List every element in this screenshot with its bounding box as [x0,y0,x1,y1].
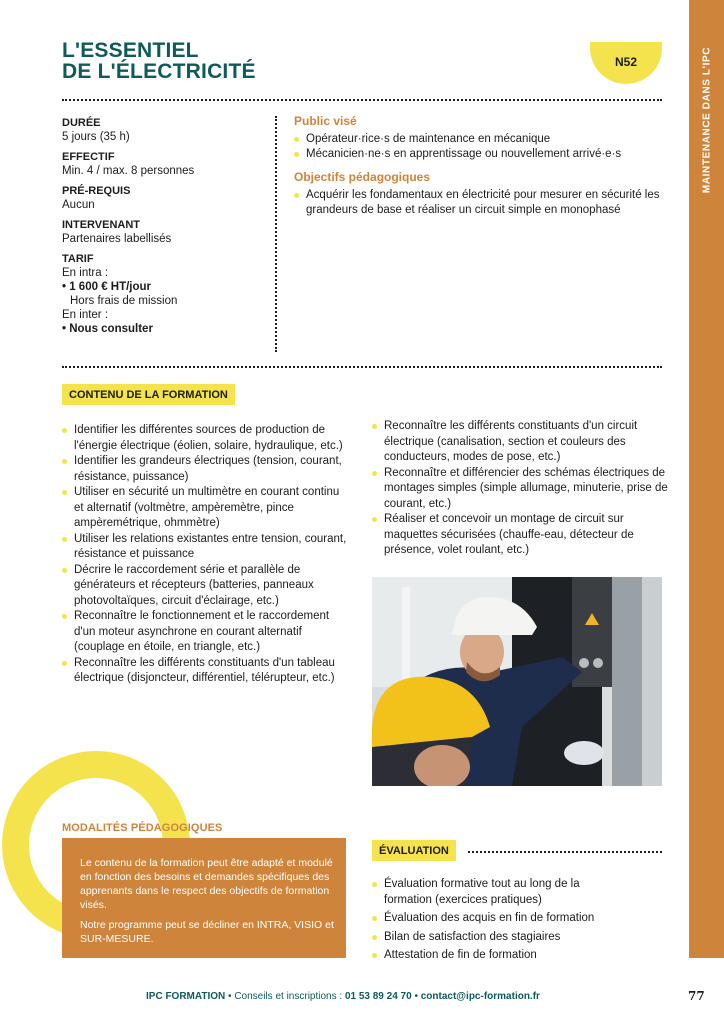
title-line-2: DE L'ÉLECTRICITÉ [62,60,256,83]
list-item: Mécanicien·ne·s en apprentissage ou nouvellement arrivé·e·s [294,147,674,162]
list-item: Acquérir les fondamentaux en électricité pour mesurer en sécurité les grandeurs de base et réaliser un circuit simple en monophasé [294,188,674,218]
tarif-inter-value: • Nous consulter [62,323,153,335]
prerequis-label: PRÉ-REQUIS [62,185,131,197]
duree-value: 5 jours (35 h) [62,131,130,143]
footer-separator: • [225,991,235,1002]
course-code: N52 [614,55,637,69]
technicians-illustration [372,577,662,786]
contenu-title: CONTENU DE LA FORMATION [62,384,235,405]
duree-label: DURÉE [62,117,101,129]
top-divider [62,99,662,101]
footer-brand: IPC FORMATION [146,991,226,1002]
modalites-box [62,838,346,958]
list-item: Reconnaître les différents constituants d'un tableau électrique (disjoncteur, différentiel, télérupteur, etc.) [62,656,352,687]
footer-phone[interactable]: 01 53 89 24 70 [344,991,412,1002]
footer-contact-label: Conseils et inscriptions : [234,991,345,1002]
mid-divider [62,366,662,368]
side-band [689,0,724,958]
contenu-list-right [372,419,672,559]
list-item: Évaluation des acquis en fin de formation [372,911,672,927]
list-item: Identifier les différentes sources de production de l'énergie électrique (éolien, solaire, hydraulique, etc.) [62,423,352,454]
public-title: Public visé [294,114,357,128]
list-item: Attestation de fin de formation [372,948,672,964]
audience-objectives [294,114,674,218]
tarif-intra-note: Hors frais de mission [70,295,178,307]
list-item: Reconnaître le fonctionnement et le raccordement d'un moteur asynchrone en courant alternatif (couplage en étoile, en triangle, etc.) [62,609,352,656]
course-info [62,116,267,336]
course-code-badge [590,42,662,84]
intervenant-value: Partenaires labellisés [62,233,172,245]
list-item: Utiliser les relations existantes entre tension, courant, résistance et puissance [62,532,352,563]
list-item: Bilan de satisfaction des stagiaires [372,930,672,946]
footer-separator-2: • [411,991,421,1002]
evaluation-list [372,877,672,967]
technicians-photo [372,577,662,786]
list-item: Réaliser et concevoir un montage de circuit sur maquettes sécurisées (chauffe-eau, détecteur de présence, volet roulant, etc.) [372,512,672,559]
objectifs-title: Objectifs pédagogiques [294,170,431,184]
evaluation-divider [468,851,662,853]
tarif-intra-label: En intra : [62,267,109,279]
list-item: Reconnaître et différencier des schémas électriques de montages simples (simple allumage, minuterie, prise de courant, etc.) [372,466,672,513]
list-item: Décrire le raccordement série et parallèle de générateurs et récepteurs (batteries, panneaux photovoltaïques, circuit d'éclairage, etc.) [62,563,352,610]
side-band-label-wrap [689,0,724,210]
intervenant-label: INTERVENANT [62,219,141,231]
footer-email[interactable]: contact@ipc-formation.fr [420,991,540,1002]
info-vertical-divider [275,116,277,352]
evaluation-title: ÉVALUATION [372,840,456,861]
list-item: Opérateur·rice·s de maintenance en mécanique [294,132,674,147]
modalites-paragraph-2: Notre programme peut se décliner en INTRA, VISIO et SUR-MESURE. [80,919,334,945]
footer [146,991,540,1002]
effectif-label: EFFECTIF [62,151,115,163]
list-item: Reconnaître les différents constituants d'un circuit électrique (canalisation, section et couleurs des conducteurs, modes de pose, etc.) [372,419,672,466]
title-line-1: L'ESSENTIEL [62,39,199,62]
public-list [294,132,674,162]
prerequis-value: Aucun [62,199,95,211]
tarif-intra-price: • 1 600 € HT/jour [62,281,152,293]
contenu-list-left [62,423,352,687]
list-item: Utiliser en sécurité un multimètre en courant continu et alternatif (voltmètre, ampèremètre, pince ampèremétrique, ohmmètre) [62,485,352,532]
page-number: 77 [688,989,705,1003]
effectif-value: Min. 4 / max. 8 personnes [62,165,195,177]
tarif-inter-label: En inter : [62,309,109,321]
tarif-label: TARIF [62,253,94,265]
list-item: Identifier les grandeurs électriques (tension, courant, résistance, puissance) [62,454,352,485]
modalites-title: MODALITÉS PÉDAGOGIQUES [62,822,223,834]
side-band-label: MAINTENANCE DANS L'IPC [701,46,712,194]
objectifs-list [294,188,674,218]
list-item: Évaluation formative tout au long de la formation (exercices pratiques) [372,877,604,908]
page-title [62,40,256,82]
modalites-paragraph-1: Le contenu de la formation peut être adapté et modulé en fonction des besoins et demandes spécifiques des apprenants dans le respect des objectifs de formation visés. [80,857,333,911]
